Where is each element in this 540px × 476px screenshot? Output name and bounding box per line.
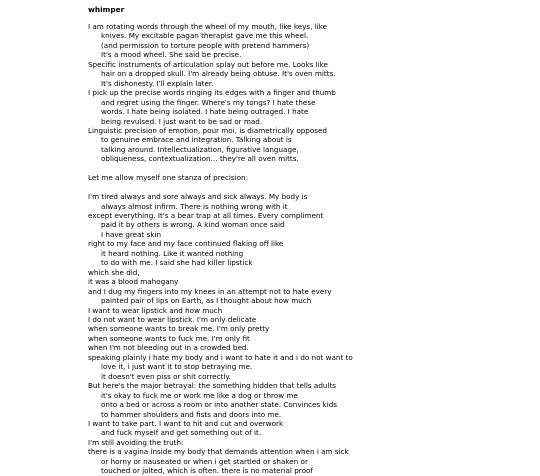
poem-line: love it, i just want it to stop betraying me. <box>101 362 253 372</box>
poem-body <box>88 5 433 476</box>
poem-line: or horny or nauseated or when i get startled or shaken or <box>101 456 308 466</box>
poem-line: hair on a dropped skull. I'm already being obtuse. It's oven mitts. <box>101 69 336 79</box>
poem-line: I'm tired always and sore always and sick always. My body is <box>88 192 308 202</box>
stanza-break <box>88 164 433 173</box>
poem-line: I want to take part. I want to hit and cut and overwork <box>88 419 284 428</box>
poem-line: to do with me. I said she had killer lipstick <box>101 258 253 268</box>
poem-line: It's a mood wheel. She said be precise. <box>101 50 242 60</box>
poem-line: talking around. Intellectualization, figurative language, <box>101 144 299 154</box>
poem-line: and fuck myself and get something out of it. <box>101 428 262 438</box>
poem-lines <box>88 22 433 476</box>
poem-line: I have great skin <box>101 229 162 239</box>
poem-line: (and permission to torture people with pretend hammers) <box>101 40 310 50</box>
poem-line: Specific instruments of articulation splay out before me. Looks like <box>88 59 328 69</box>
poem-line: But here's the major betrayal: the something hidden that tells adults <box>88 381 337 391</box>
poem-line: when I'm not bleeding out in a crowded bed. <box>88 343 249 353</box>
poem-line: right to my face and my face continued flaking off like <box>88 239 284 249</box>
poem-line: I pick up the precise words ringing its edges with a finger and thumb <box>88 88 336 98</box>
poem-line: it doesn't even piss or shit correctly. <box>101 371 231 381</box>
poem-line: It's dishonesty. I'll explain later. <box>101 78 214 88</box>
poem-line: always almost infirm. There is nothing wrong with it <box>101 201 288 211</box>
poem-line: except everything. It's a bear trap at all times. Every compliment <box>88 211 324 221</box>
poem-line: which she did, <box>88 267 140 277</box>
poem-line: when someone wants to break me. I'm only pretty <box>88 324 270 334</box>
poem-line: paid it by others is wrong. A kind woman once said <box>101 220 285 230</box>
poem-line: onto a bed or across a room or into another state. Convinces kids <box>101 400 338 410</box>
poem-line: it was a blood mahogany <box>88 277 179 287</box>
poem-line: there is a vagina inside my body that demands attention when i am sick <box>88 447 349 457</box>
poem-title: whimper <box>88 5 125 14</box>
poem-line: being revulsed. I just want to be sad or mad. <box>101 116 263 126</box>
poem-line: and regret using the finger. Where's my tongs? I hate these <box>101 97 316 107</box>
poem-line: I am rotating words through the wheel of my mouth, like keys, like <box>88 22 328 31</box>
poem-line: it heard nothing. Like it wanted nothing <box>101 248 244 258</box>
poem-line: speaking plainly i hate my body and i want to hate it and i do not want to <box>88 352 353 362</box>
poem-line: painted pair of lips on Earth, as I thought about how much <box>101 296 312 306</box>
poem-line: touched or jolted, which is often. there is no material proof <box>101 466 313 476</box>
poem-line: knives. My excitable pagan therapist gave me this wheel. <box>101 31 309 41</box>
poem-line: words. I hate being isolated. I hate being outraged. I hate <box>101 107 309 117</box>
poem-line: Linguistic precision of emotion, pour moi, is diametrically opposed <box>88 125 327 135</box>
poem-line: to genuine embrace and integration. Talking about is <box>101 135 292 145</box>
poem-line: I do not want to wear lipstick. I'm only delicate <box>88 315 257 325</box>
poem-line: I'm still avoiding the truth: <box>88 437 184 447</box>
poem-line: to hammer shoulders and fists and doors into me. <box>101 409 282 419</box>
poem-line: I want to wear lipstick and how much <box>88 305 223 315</box>
poem-line: obliqueness, contextualization… they're all oven mitts. <box>101 154 299 164</box>
stanza-break <box>88 183 433 192</box>
poem-line: and I dug my fingers into my knees in an attempt not to hate every <box>88 286 332 296</box>
poem-line: when someone wants to fuck me. I'm only fit <box>88 333 250 343</box>
poem-line: it's okay to fuck me or work me like a dog or throw me <box>101 390 298 400</box>
poem-line: Let me allow myself one stanza of precision: <box>88 173 249 183</box>
